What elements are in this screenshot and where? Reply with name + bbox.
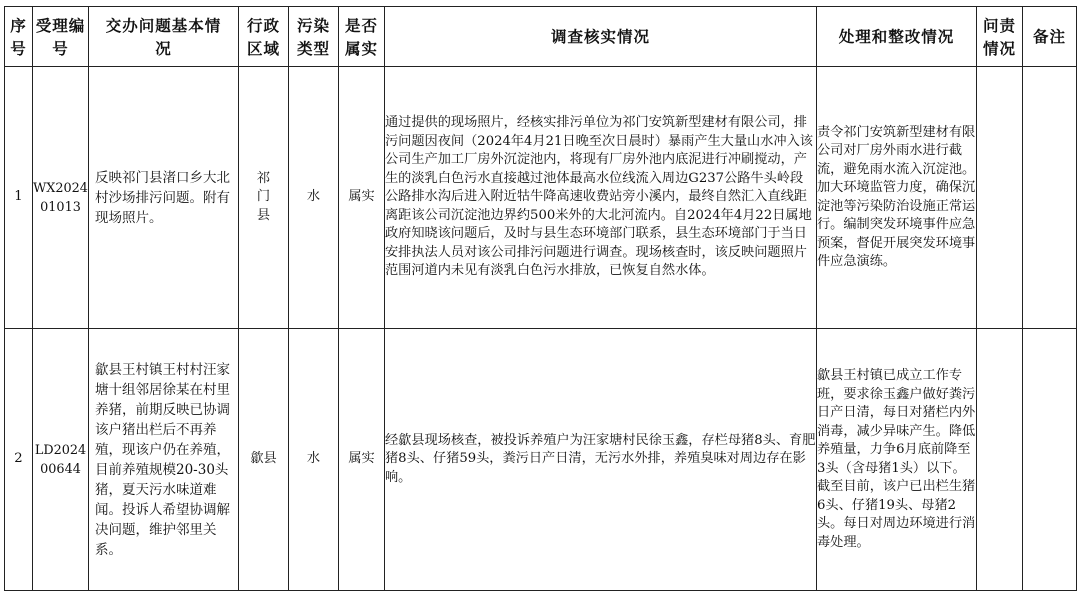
header-case-no: 受理编号 xyxy=(33,7,89,67)
cell-remarks xyxy=(1023,67,1077,329)
cell-verified: 属实 xyxy=(339,67,385,329)
cell-remarks xyxy=(1023,329,1077,591)
header-region: 行政区域 xyxy=(239,7,289,67)
cell-investigation: 通过提供的现场照片，经核实排污单位为祁门安筑新型建材有限公司，排污问题因夜间（2024年4月21日晚至次日晨时）暴雨产生大量山水冲入该公司生产加工厂房外沉淀池内，将现有厂房外池内底泥进行冲刷搅动，产生的淡乳白色污水直接越过池体最高水位线流入周边G237公路牛头岭段公路排水沟后进入附近牯牛降高速收费站旁小溪内，最终自然汇入直线距离距该公司沉淀池边界约500米外的大北河流内。自2024年4月22日属地政府知晓该问题后，及时与县生态环境部门联系，县生态环境部门于当日安排执法人员对该公司排污问题进行调查。现场核查时，该反映问题照片范围河道内未见有淡乳白色污水排放，已恢复自然水体。 xyxy=(385,67,817,329)
header-investigation: 调查核实情况 xyxy=(385,7,817,67)
table-row xyxy=(5,67,1077,329)
cell-handling: 歙县王村镇已成立工作专班，要求徐玉鑫户做好粪污日产日清，每日对猪栏内外消毒，减少异味产生。降低养殖量，力争6月底前降至3头（含母猪1头）以下。截至目前，该户已出栏生猪6头、仔猪19头、母猪2头。每日对周边环境进行消毒处理。 xyxy=(817,329,977,591)
header-handling: 处理和整改情况 xyxy=(817,7,977,67)
cell-region: 歙县 xyxy=(239,329,289,591)
header-seq: 序号 xyxy=(5,7,33,67)
cell-region: 祁门县 xyxy=(239,67,289,329)
cell-case-no xyxy=(33,329,89,591)
cell-investigation: 经歙县现场核查，被投诉养殖户为汪家塘村民徐玉鑫，存栏母猪8头、育肥猪8头、仔猪59头，粪污日产日清，无污水外排，养殖臭味对周边存在影响。 xyxy=(385,329,817,591)
cases-table xyxy=(4,6,1077,591)
cell-pollution: 水 xyxy=(289,329,339,591)
cell-case-no xyxy=(33,67,89,329)
case-no-part-b: 01013 xyxy=(40,199,81,215)
case-no-part-a: WX2024 xyxy=(33,180,88,196)
cell-accountability xyxy=(977,329,1023,591)
cell-accountability xyxy=(977,67,1023,329)
cell-seq: 1 xyxy=(5,67,33,329)
cell-issue: 歙县王村镇王村村汪家塘十组邻居徐某在村里养猪，前期反映已协调该户猪出栏后不再养殖，现该户仍在养殖，目前养殖规模20-30头猪，夏天污水味道难闻。投诉人希望协调解决问题，维护邻里关系。 xyxy=(89,329,239,591)
header-accountability: 问责情况 xyxy=(977,7,1023,67)
case-no-part-b: 00644 xyxy=(40,461,81,477)
cell-issue: 反映祁门县渚口乡大北村沙场排污问题。附有现场照片。 xyxy=(89,67,239,329)
header-row xyxy=(5,7,1077,67)
cell-handling: 责令祁门安筑新型建材有限公司对厂房外雨水进行截流，避免雨水流入沉淀池。加大环境监管力度，确保沉淀池等污染防治设施正常运行。编制突发环境事件应急预案，督促开展突发环境事件应急演练。 xyxy=(817,67,977,329)
table-row xyxy=(5,329,1077,591)
header-verified: 是否属实 xyxy=(339,7,385,67)
cell-verified: 属实 xyxy=(339,329,385,591)
case-no-part-a: LD2024 xyxy=(34,442,87,458)
header-remarks: 备注 xyxy=(1023,7,1077,67)
cell-pollution: 水 xyxy=(289,67,339,329)
header-issue: 交办问题基本情况 xyxy=(89,7,239,67)
header-pollution: 污染类型 xyxy=(289,7,339,67)
cell-seq: 2 xyxy=(5,329,33,591)
